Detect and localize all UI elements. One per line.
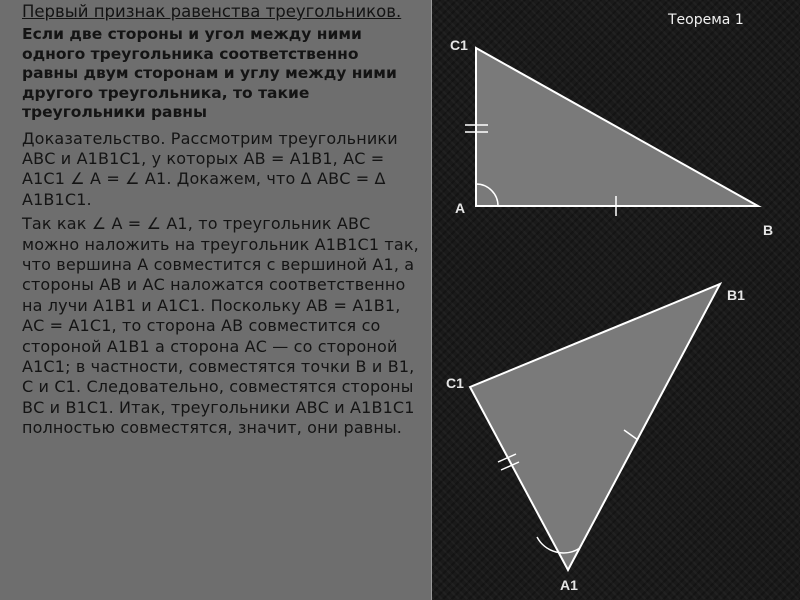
label-c1-top: С1 (450, 37, 468, 53)
label-a: А (455, 200, 466, 216)
triangle-abc (450, 37, 773, 238)
proof-intro: Доказательство. Рассмотрим треугольники АВС и А1В1С1, у которых АВ = А1В1, АС = А1С1 ∠ А = ∠ А1. Докажем, что Δ АВС = Δ А1В1С1. (22, 128, 398, 209)
triangle-a1b1c1 (446, 284, 745, 593)
proof-body: Так как ∠ А = ∠ А1, то треугольник АВС можно наложить на треугольник А1В1С1 так, что вершина А совместится с вершиной А1, а стороны АВ и АС наложатся соответственно на лучи А1В1 и А1С1. Поскольку АВ = А1В1, АС = А1С1, то сторона АВ совместится со стороной А1В1 а сторона АС — со стороной А1С1; в частности, совместятся точки В и В1, С и С1. Следовательно, совместятся стороны ВС и В1С1. Итак, треугольники АВС и А1В1С1 полностью совместятся, значит, они равны. (22, 214, 419, 438)
theorem-label: Теорема 1 (668, 12, 744, 28)
label-b1: В1 (727, 287, 745, 303)
label-b: В (763, 222, 774, 238)
theorem-statement: Если две стороны и угол между ними одного треугольника соответственно равны двум сторонам и углу между ними другого треугольника, то такие треугольники равны (22, 25, 397, 121)
label-c1-bottom: С1 (446, 375, 464, 391)
triangle-abc-shape (476, 48, 758, 206)
label-a1: А1 (560, 577, 578, 593)
slide-title: Первый признак равенства треугольников. (22, 2, 402, 21)
triangle-a1b1c1-shape (470, 284, 720, 570)
